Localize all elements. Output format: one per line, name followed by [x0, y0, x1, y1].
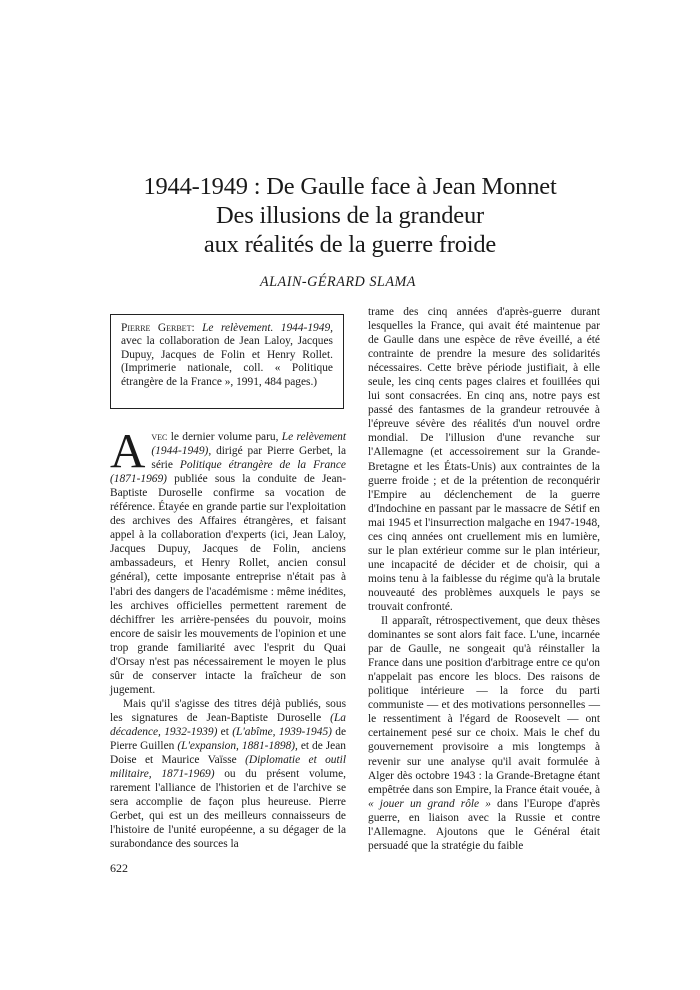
p2-text-c: de Pierre Guillen [110, 725, 346, 753]
p2-text-e: ou du présent volume, rarement l'alliance de l'historien et de l'archive se sera accomplie de façon plus heureuse. Pierre Gerbet, qui est un des meilleurs connaisseurs de l'histoire de l'unité européenne, a su dégager de la surabondance des sources la [110, 768, 346, 851]
biblio-details: avec la collaboration de Jean Laloy, Jacques Dupuy, Jacques de Folin et Henry Rollet. (Imprimerie nationale, coll. « Politique étrangère de la France », 1991, 484 pages.) [121, 335, 333, 388]
p1-text-a: le dernier volume paru, [167, 431, 282, 443]
biblio-author: Pierre Gerbet [121, 322, 192, 334]
p1-italic-b: Politique étrangère de la France (1871-1969) [110, 459, 346, 486]
p4-text-b: dans l'Europe d'après guerre, en liaison avec la Russie et contre l'Allemagne. Ajoutons que le Général était persuadé que la stratégie du faible [368, 797, 600, 852]
p2-italic-b: (L'abîme, 1939-1945) [232, 725, 332, 738]
paragraph-3: trame des cinq années d'après-guerre durant lesquelles la France, qui avait été maintenue par de Gaulle dans une espèce de rêve éveillé, a été contrainte de prendre la mesure des solidarités nécessaires. Cette brève période justifiait, à elle seule, les cinq cents pages claires et fouillées qui lui sont consacrées. En cinq ans, notre pays est passé des fantasmes de la grandeur retrouvée à l'épreuve sévère des réalités d'un nouvel ordre mondial. De l'illusion d'une revanche sur l'Allemagne (et accessoirement sur la Grande-Bretagne et les États-Unis) aux contraintes de la guerre froide ; et de la prétention de reconquérir l'Empire au déclenchement de la guerre d'Indochine en passant par le massacre de Sétif en mai 1945 et l'insurrection malgache en 1947-1948, ces cinq années ont cruellement mis en lumière, sur le plan extérieur comme sur le plan intérieur, une incapacité de décider et de choisir, qui a moins tenu à la faiblesse du régime qu'à la brutale nouveauté des problèmes auxquels le pays se trouvait confronté. [368, 306, 600, 613]
drop-cap: A [110, 423, 146, 478]
left-column [110, 423, 347, 851]
p1-text-c: publiée sous la conduite de Jean-Baptiste Duroselle confirme sa vocation de référence. Étayée en grande partie sur l'exploitation des archives des Affaires étrangères, et faisant appel à la collaboration d'experts (ici, Jean Laloy, Jacques Dupuy, Jacques de Folin, anciens ambassadeurs, et Henry Rollet, ancien consul général), cette imposante entreprise n'était pas à l'abri des dangers de l'académisme : même inédites, les archives officielles permettent rarement de déchiffrer les arrière-pensées du pouvoir, moins encore de saisir les mouvements de l'opinion et une trop grande familiarité avec l'esprit du Quai d'Orsay n'est pas nécessairement le moyen le plus sûr de conserver intacte la fraîcheur de son jugement. [110, 473, 346, 696]
bibliographic-box: Pierre Gerbet: Le relèvement. 1944-1949, avec la collaboration de Jean Laloy, Jacques Dupuy, Jacques de Folin et Henry Rollet. (Imprimerie nationale, coll. « Politique étrangère de la France », 1991, 484 pages.) [110, 314, 344, 409]
biblio-title: Le relèvement. 1944-1949, [202, 322, 333, 334]
title-line-3: aux réalités de la guerre froide [203, 231, 497, 258]
page-number: 622 [110, 861, 128, 875]
article-title [0, 172, 700, 259]
right-column [368, 305, 600, 853]
p1-text-b: dirigé par Pierre Gerbet, la série [151, 445, 346, 472]
title-line-1: 1944-1949 : De Gaulle face à Jean Monnet [143, 173, 557, 200]
p2-italic-a: (La décadence, 1932-1939) [110, 711, 346, 738]
paragraph-1 [110, 423, 347, 697]
p2-text-d: et de Jean Doise et Maurice Vaïsse [110, 740, 346, 767]
p4-italic-quote: « jouer un grand rôle » [368, 797, 491, 810]
paragraph-2 [110, 697, 346, 852]
p2-text-a: Mais qu'il s'agisse des titres déjà publiés, sous les signatures de Jean-Baptiste Duroselle [110, 697, 346, 724]
p1-italic-a: Le relèvement (1944-1949), [151, 431, 347, 458]
paragraph-4 [368, 614, 600, 853]
author-name: ALAIN-GÉRARD SLAMA [260, 274, 416, 290]
p2-italic-d: (Diplomatie et outil militaire, 1871-1969) [110, 754, 346, 781]
p2-text-b: et [217, 725, 233, 738]
p4-text-a: Il apparaît, rétrospectivement, que deux thèses dominantes se sont alors fait face. L'une, incarnée par de Gaulle, ne songeait qu'à réinstaller la France dans une position d'arbitrage entre ce qu'on n'appelait pas encore les blocs. Des raisons de politique intérieure — la force du parti communiste — et des motivations personnelles — le ressentiment à l'égard de Roosevelt — ont certainement pesé sur ce choix. Mais le chef du gouvernement provisoire a mis longtemps à revenir sur une analyse qu'il avait formulée à Alger dès octobre 1943 : la Grande-Bretagne étant empêtrée dans son Empire, la France était vouée, à [368, 615, 600, 796]
p1-smallcaps: vec [151, 431, 168, 443]
p2-italic-c: (L'expansion, 1881-1898), [177, 740, 298, 753]
title-line-2: Des illusions de la grandeur [216, 202, 484, 229]
